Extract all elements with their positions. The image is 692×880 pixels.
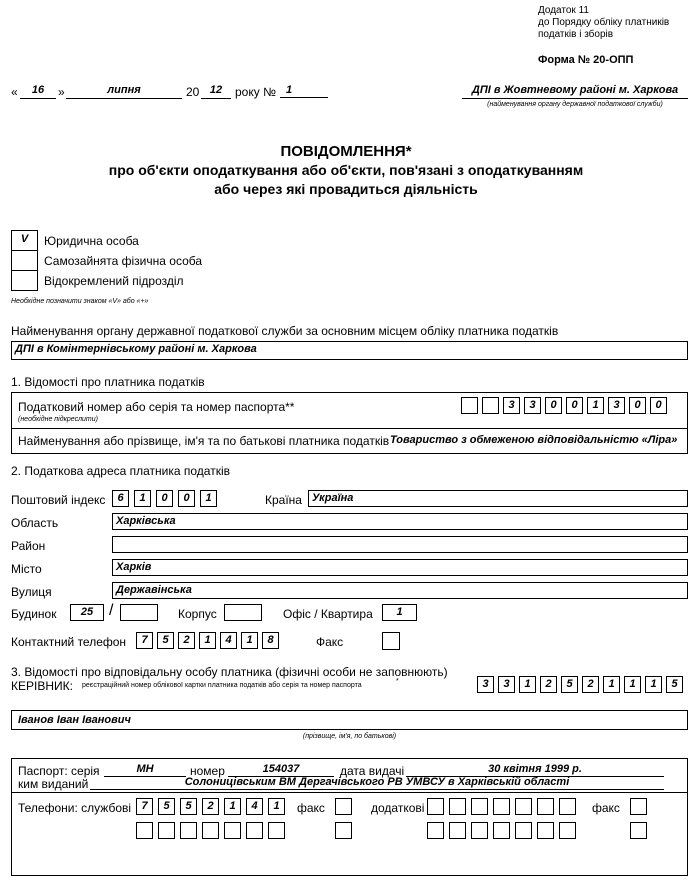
payer-name-value[interactable]: Товариство з обмеженою відповідальністю «Ліра» [390,434,678,446]
tax-id-cell-1[interactable] [461,397,478,414]
year-word: року № [235,85,276,99]
person-caption: (прізвище, ім'я, по батькові) [302,733,397,740]
head-id-cell-8[interactable]: 1 [624,676,641,693]
work-phone-cell-5[interactable]: 1 [224,798,241,815]
extra-phone-row2-cell-6[interactable] [537,822,554,839]
passport-series-label: Паспорт: серія [18,764,100,778]
work-phone-cell-3[interactable]: 5 [180,798,197,815]
title-sub-2: або через які провадиться діяльність [214,181,478,197]
addendum-line-1: Додаток 11 [538,5,589,16]
extra-phone-row2-cell-4[interactable] [493,822,510,839]
addendum-line-2: до Порядку обліку платників [538,17,670,28]
issue-date-label: дата видачі [340,764,405,778]
head-note: реєстраційний номер облікової картки платника податків або серія та номер паспорта [82,682,362,689]
issue-date-field[interactable]: 30 квітня 1999 р. [406,763,664,777]
extra-phone-cell-2[interactable] [449,798,466,815]
tax-id-cell-4[interactable]: 3 [524,397,541,414]
region-label: Область [11,516,59,530]
section2-title: 2. Податкова адреса платника податків [11,464,230,478]
work-phone-cell-7[interactable]: 1 [268,798,285,815]
office-label: Офіс / Квартира [283,607,373,621]
work-fax-label: факс [297,801,325,815]
street-field[interactable]: Державінська [112,582,688,599]
district-label: Район [11,539,46,553]
head-id-cell-4[interactable]: 2 [540,676,557,693]
number-field[interactable]: 1 [280,84,328,98]
tax-id-cell-3[interactable]: 3 [503,397,520,414]
city-label: Місто [11,562,42,576]
head-id-cell-1[interactable]: 3 [477,676,494,693]
work-fax-cell[interactable] [335,798,352,815]
title-sub-1: про об'єкти оподаткування або об'єкти, пов'язані з оподаткуванням [108,162,584,178]
tax-id-cell-9[interactable]: 0 [629,397,646,414]
country-label: Країна [265,493,302,507]
work-phone-row2-cell-7[interactable] [268,822,285,839]
postal-cell-3[interactable]: 0 [156,490,173,507]
person-name-field[interactable]: Іванов Іван Іванович [11,710,688,730]
authority-caption: (найменування органу державної податкової служби) [487,101,663,108]
work-phone-row2-cell-4[interactable] [202,822,219,839]
passport-series-field[interactable]: МН [104,763,186,777]
section1-title: 1. Відомості про платника податків [11,375,205,389]
tax-id-cell-5[interactable]: 0 [545,397,562,414]
head-label: КЕРІВНИК: [11,679,73,693]
work-phone-row2-cell-2[interactable] [158,822,175,839]
head-id-cell-3[interactable]: 1 [519,676,536,693]
work-phone-cell-2[interactable]: 5 [158,798,175,815]
extra-phone-cell-4[interactable] [493,798,510,815]
extra-phone-cell-1[interactable] [427,798,444,815]
passport-number-label: номер [190,764,225,778]
extra-phones-label: додаткові [371,801,425,815]
korpus-label: Корпус [178,607,217,621]
phone-cell-3[interactable]: 2 [178,632,195,649]
quote-close: » [58,85,65,99]
extra-phone-cell-7[interactable] [559,798,576,815]
extra-phone-row2-cell-1[interactable] [427,822,444,839]
tax-id-label: Податковий номер або серія та номер паспорта** [18,400,295,414]
postal-label: Поштовий індекс [11,493,106,507]
year-field[interactable]: 12 [201,84,231,99]
extra-phone-cell-3[interactable] [471,798,488,815]
head-id-cell-9[interactable]: 1 [645,676,662,693]
entity-label-self: Самозайнята фізична особа [44,254,203,268]
phone-cell-4[interactable]: 1 [199,632,216,649]
extra-fax-label: факс [592,801,620,815]
work-phone-cell-4[interactable]: 2 [202,798,219,815]
head-id-cell-6[interactable]: 2 [582,676,599,693]
phone-cell-1[interactable]: 7 [136,632,153,649]
phone-cell-7[interactable]: 8 [262,632,279,649]
extra-fax-cell-2[interactable] [630,822,647,839]
tax-id-cell-7[interactable]: 1 [587,397,604,414]
head-id-cell-5[interactable]: 5 [561,676,578,693]
postal-cell-5[interactable]: 1 [200,490,217,507]
form-number: Форма № 20-ОПП [538,54,634,66]
tax-id-cell-6[interactable]: 0 [566,397,583,414]
head-id-cell-2[interactable]: 3 [498,676,515,693]
extra-fax-cell[interactable] [630,798,647,815]
house-field[interactable]: 25 [70,604,104,621]
year-prefix: 20 [186,85,200,99]
addendum-line-3: податків і зборів [538,29,614,40]
tax-id-cell-8[interactable]: 3 [608,397,625,414]
head-id-cell-7[interactable]: 1 [603,676,620,693]
phone-cell-5[interactable]: 4 [220,632,237,649]
fax-field[interactable] [382,632,400,650]
entity-label-legal: Юридична особа [44,234,139,248]
office-field[interactable]: 1 [382,604,417,621]
street-label: Вулиця [11,585,52,599]
work-phone-row2-cell-1[interactable] [136,822,153,839]
house-label: Будинок [11,607,57,621]
extra-phone-row2-cell-7[interactable] [559,822,576,839]
tax-id-cell-2[interactable] [482,397,499,414]
issued-by-label: ким виданий [18,777,89,791]
tax-id-note: (необхідне підкреслити) [18,416,98,423]
entity-note: Необхідне позначити знаком «V» або «+» [11,298,149,305]
head-note-star: * [396,678,399,685]
postal-cell-1[interactable]: 6 [112,490,129,507]
phone-cell-6[interactable]: 1 [241,632,258,649]
postal-cell-2[interactable]: 1 [134,490,151,507]
day-field[interactable]: 16 [20,84,56,99]
korpus-field[interactable] [224,604,262,621]
house-extra-field[interactable] [120,604,158,621]
work-phone-cell-6[interactable]: 4 [246,798,263,815]
entity-mark-legal[interactable]: V [20,233,29,245]
extra-phone-row2-cell-3[interactable] [471,822,488,839]
work-phone-row2-cell-5[interactable] [224,822,241,839]
region-field[interactable]: Харківська [112,513,688,530]
main-authority-label: Найменування органу державної податкової служби за основним місцем обліку платника податків [11,324,559,338]
quote-open: « [11,85,18,99]
fax-label: Факс [316,635,344,649]
head-id-cell-10[interactable]: 5 [666,676,683,693]
phone-cell-2[interactable]: 5 [157,632,174,649]
authority-field[interactable]: ДПІ в Жовтневому районі м. Харкова [462,84,688,99]
main-authority-field[interactable]: ДПІ в Комінтернівському районі м. Харкова [11,341,688,360]
work-phone-row2-cell-6[interactable] [246,822,263,839]
postal-cell-4[interactable]: 0 [178,490,195,507]
work-phone-cell-1[interactable]: 7 [136,798,153,815]
issued-by-field[interactable]: Солоницівським ВМ Дергачівського РВ УМВСУ в Харківській області [90,776,664,790]
house-slash: / [109,602,114,619]
tax-id-cell-10[interactable]: 0 [650,397,667,414]
work-fax-cell-2[interactable] [335,822,352,839]
city-field[interactable]: Харків [112,559,688,576]
month-field[interactable]: липня [66,84,182,99]
section3-title: 3. Відомості про відповідальну особу платника (фізичні особи не заповнюють) [11,665,448,679]
district-field[interactable] [112,536,688,553]
extra-phone-row2-cell-5[interactable] [515,822,532,839]
extra-phone-cell-5[interactable] [515,798,532,815]
extra-phone-cell-6[interactable] [537,798,554,815]
work-phones-label: Телефони: службові [18,801,132,815]
passport-number-field[interactable]: 154037 [228,763,334,777]
work-phone-row2-cell-3[interactable] [180,822,197,839]
phone-label: Контактний телефон [11,635,127,649]
page-title: ПОВІДОМЛЕННЯ* [280,143,412,160]
country-field[interactable]: Україна [308,490,688,507]
entity-label-branch: Відокремлений підрозділ [44,274,184,288]
payer-name-label: Найменування або прізвище, ім'я та по батькові платника податків [18,434,390,448]
extra-phone-row2-cell-2[interactable] [449,822,466,839]
